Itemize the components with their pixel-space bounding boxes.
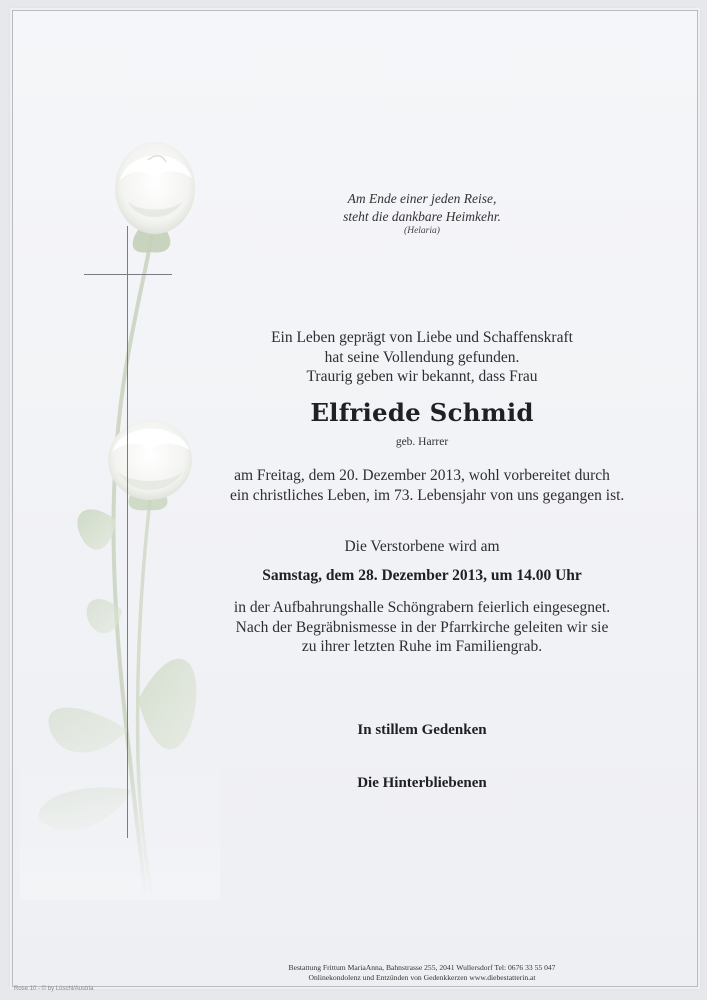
burial-intro: Die Verstorbene wird am	[344, 538, 500, 555]
birth-name: geb. Harrer	[395, 436, 449, 448]
cross-icon-crossbar	[84, 274, 172, 275]
funeral-home-footer	[230, 963, 614, 983]
closing-remembrance: In stillem Gedenken	[357, 722, 487, 738]
death-line: ein christliches Leben, im 73. Lebensjahr von uns gegangen ist.	[230, 486, 625, 504]
footer-line: Onlinekondolenz und Entzünden von Gedenkkerzen www.diebestatterin.at	[308, 973, 536, 982]
quote-line: steht die dankbare Heimkehr.	[343, 209, 501, 224]
burial-details	[230, 598, 614, 657]
rose-illustration	[20, 140, 220, 900]
memorial-quote	[230, 190, 614, 226]
death-line: am Freitag, dem 20. Dezember 2013, wohl vorbereitet durch	[234, 467, 610, 484]
closing-bereaved: Die Hinterbliebenen	[357, 775, 487, 791]
burial-date: Samstag, dem 28. Dezember 2013, um 14.00 Uhr	[262, 567, 582, 584]
cross-icon	[127, 226, 128, 838]
burial-line: in der Aufbahrungshalle Schöngrabern feierlich eingesegnet.	[233, 599, 611, 616]
intro-text	[230, 328, 614, 387]
intro-line: hat seine Vollendung gefunden.	[324, 348, 520, 366]
quote-line: Am Ende einer jeden Reise,	[347, 191, 497, 206]
burial-line: Nach der Begräbnismesse in der Pfarrkirche geleiten wir sie	[235, 618, 609, 636]
burial-line: zu ihrer letzten Ruhe im Familiengrab.	[301, 638, 543, 655]
image-credit: Rose 10 - © by Lüschi/Austria	[14, 986, 94, 992]
death-notice-text	[230, 466, 625, 505]
footer-line: Bestattung Frittum MariaAnna, Bahnstrasse 255, 2041 Wullersdorf Tel: 0676 33 55 047	[288, 963, 556, 972]
intro-line: Traurig geben wir bekannt, dass Frau	[306, 368, 538, 385]
intro-line: Ein Leben geprägt von Liebe und Schaffenskraft	[271, 329, 573, 346]
deceased-name: Elfriede Schmid	[310, 398, 534, 427]
quote-author: (Helaria)	[404, 226, 440, 236]
